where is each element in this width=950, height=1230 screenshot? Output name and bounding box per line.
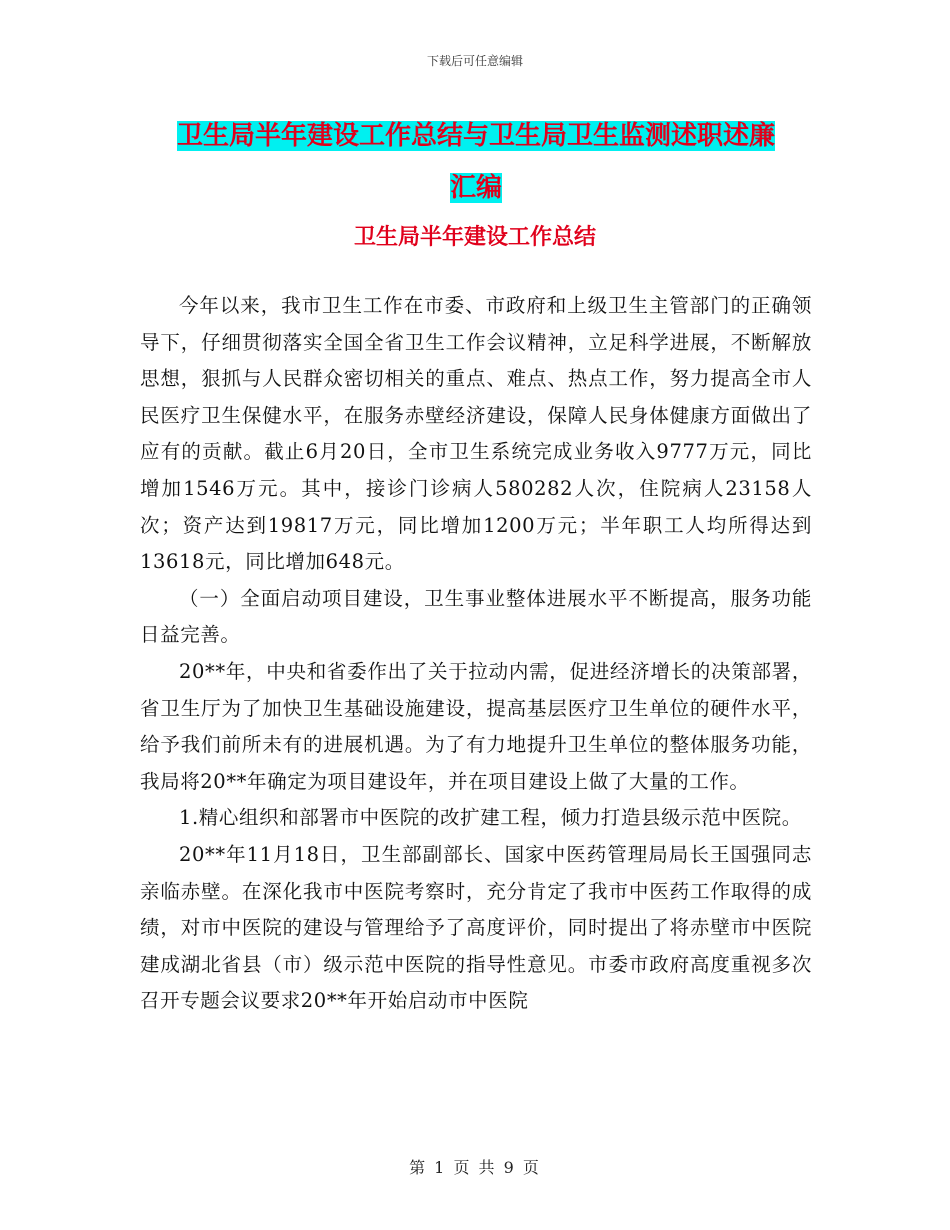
paragraph: 1.精心组织和部署市中医院的改扩建工程，倾力打造县级示范中医院。 [179,806,802,830]
document-title-line-2: 汇编 [449,173,502,203]
paragraph: 20**年11月18日，卫生部副部长、国家中医药管理局局长王国强同志亲临赤壁。在深化我市中医院考察时，充分肯定了我市中医药工作取得的成绩，对市中医院的建设与管理给予了高度评价，同时提出了将赤壁市中医院建成湖北省县（市）级示范中医院的指导性意见。市委市政府高度重视多次召开专题会议要求20**年开始启动市中医院 [140,842,812,1013]
page-footer: 第 1 页 共 9 页 [409,1158,541,1177]
paragraph: （一）全面启动项目建设，卫生事业整体进展水平不断提高，服务功能日益完善。 [140,586,812,647]
header-note: 下载后可任意编辑 [426,54,523,68]
body-text [140,288,812,1020]
document-title [140,110,812,214]
paragraph: 20**年，中央和省委作出了关于拉动内需，促进经济增长的决策部署，省卫生厅为了加快卫生基础设施建设，提高基层医疗卫生单位的硬件水平，给予我们前所未有的进展机遇。为了有力地提升卫生单位的整体服务功能，我局将20**年确定为项目建设年，并在项目建设上做了大量的工作。 [140,659,812,793]
paragraph: 今年以来，我市卫生工作在市委、市政府和上级卫生主管部门的正确领导下，仔细贯彻落实全国全省卫生工作会议精神，立足科学进展，不断解放思想，狠抓与人民群众密切相关的重点、难点、热点工作，努力提高全市人民医疗卫生保健水平，在服务赤壁经济建设，保障人民身体健康方面做出了应有的贡献。截止6月20日，全市卫生系统完成业务收入9777万元，同比增加1546万元。其中，接诊门诊病人580282人次，住院病人23158人次；资产达到19817万元，同比增加1200万元；半年职工人均所得达到13618元，同比增加648元。 [140,294,812,574]
document-title-line-1: 卫生局半年建设工作总结与卫生局卫生监测述职述廉 [176,121,775,151]
section-title: 卫生局半年建设工作总结 [353,225,596,250]
